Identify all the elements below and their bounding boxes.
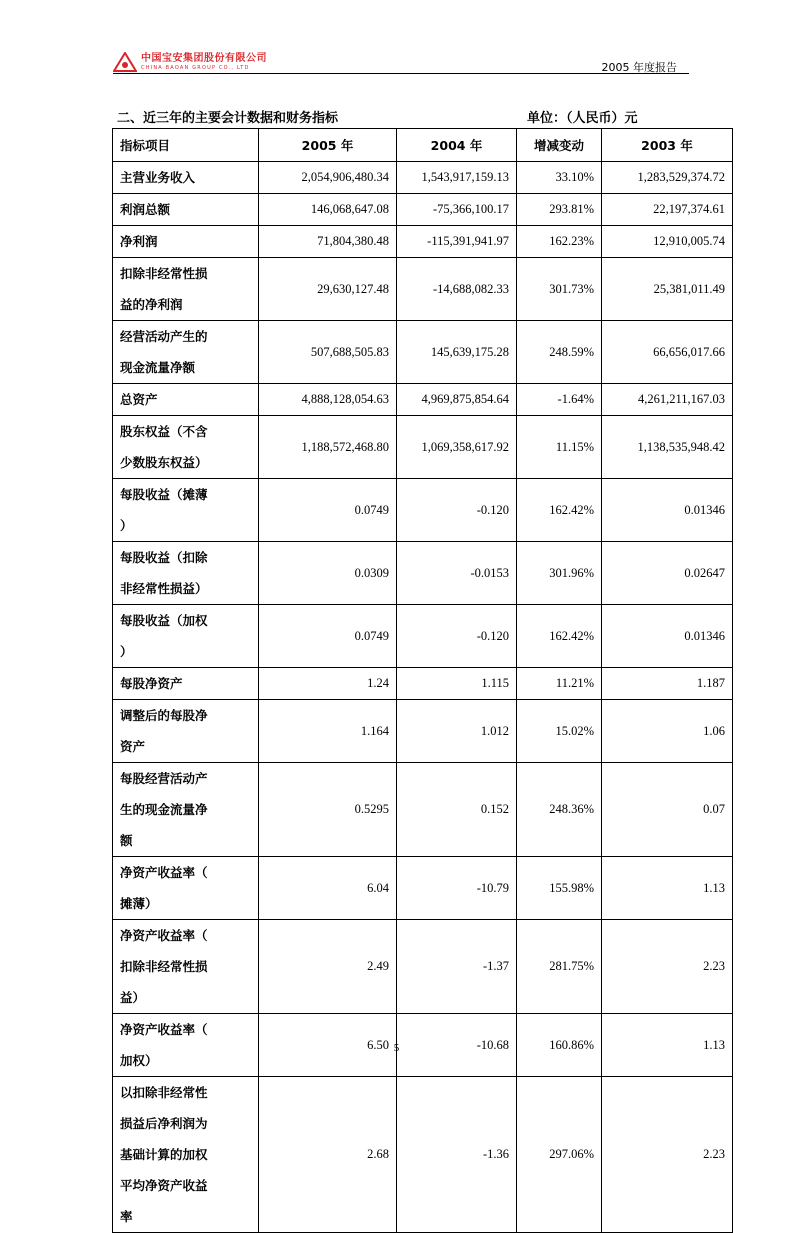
value-cell-v2004: -0.120: [397, 605, 517, 668]
value-cell-v2005: 4,888,128,054.63: [259, 384, 397, 416]
row-label: 经营活动产生的 现金流量净额: [113, 321, 259, 384]
table-row: [113, 700, 733, 763]
value-cell-v2005: 2.49: [259, 920, 397, 1014]
value-cell-v2003: 0.01346: [602, 605, 733, 668]
value-cell-v2005: 146,068,647.08: [259, 194, 397, 226]
value-cell-change: 33.10%: [517, 162, 602, 194]
value-cell-v2003: 1,138,535,948.42: [602, 416, 733, 479]
value-cell-v2003: 1,283,529,374.72: [602, 162, 733, 194]
value-cell-v2003: 1.13: [602, 857, 733, 920]
table-row: [113, 416, 733, 479]
value-cell-v2004: 145,639,175.28: [397, 321, 517, 384]
value-cell-change: -1.64%: [517, 384, 602, 416]
row-label: 净资产收益率（ 加权）: [113, 1014, 259, 1077]
value-cell-v2004: -14,688,082.33: [397, 258, 517, 321]
table-row: [113, 763, 733, 857]
value-cell-v2005: 29,630,127.48: [259, 258, 397, 321]
header-divider: [113, 73, 689, 74]
row-label: 每股收益（加权 ）: [113, 605, 259, 668]
row-label: 每股经营活动产 生的现金流量净 额: [113, 763, 259, 857]
value-cell-change: 301.96%: [517, 542, 602, 605]
value-cell-v2004: -10.68: [397, 1014, 517, 1077]
value-cell-v2005: 0.5295: [259, 763, 397, 857]
table-row: [113, 542, 733, 605]
row-label: 主营业务收入: [113, 162, 259, 194]
value-cell-v2003: 66,656,017.66: [602, 321, 733, 384]
value-cell-v2005: 0.0749: [259, 605, 397, 668]
row-label: 扣除非经常性损 益的净利润: [113, 258, 259, 321]
value-cell-v2003: 0.01346: [602, 479, 733, 542]
value-cell-v2004: -1.37: [397, 920, 517, 1014]
value-cell-v2005: 6.04: [259, 857, 397, 920]
value-cell-v2004: 1.012: [397, 700, 517, 763]
company-logo: [113, 52, 267, 72]
value-cell-change: 155.98%: [517, 857, 602, 920]
value-cell-v2004: -115,391,941.97: [397, 226, 517, 258]
value-cell-v2004: 1.115: [397, 668, 517, 700]
value-cell-v2004: 1,069,358,617.92: [397, 416, 517, 479]
row-label: 每股净资产: [113, 668, 259, 700]
table-row: [113, 226, 733, 258]
page-number: 5: [393, 1042, 400, 1054]
value-cell-v2004: 0.152: [397, 763, 517, 857]
value-cell-v2003: 2.23: [602, 920, 733, 1014]
value-cell-v2004: -75,366,100.17: [397, 194, 517, 226]
table-row: [113, 479, 733, 542]
row-label: 净资产收益率（ 扣除非经常性损 益）: [113, 920, 259, 1014]
table-row: [113, 920, 733, 1014]
row-label: 净资产收益率（ 摊薄）: [113, 857, 259, 920]
value-cell-v2003: 25,381,011.49: [602, 258, 733, 321]
value-cell-change: 160.86%: [517, 1014, 602, 1077]
value-cell-v2005: 2.68: [259, 1077, 397, 1233]
table-row: [113, 605, 733, 668]
table-row: [113, 384, 733, 416]
value-cell-v2005: 6.50: [259, 1014, 397, 1077]
row-label: 每股收益（摊薄 ）: [113, 479, 259, 542]
value-cell-change: 11.15%: [517, 416, 602, 479]
table-row: [113, 668, 733, 700]
column-header: 2003 年: [602, 129, 733, 162]
value-cell-change: 248.36%: [517, 763, 602, 857]
value-cell-v2005: 1,188,572,468.80: [259, 416, 397, 479]
table-row: [113, 321, 733, 384]
value-cell-change: 301.73%: [517, 258, 602, 321]
column-header: 增减变动: [517, 129, 602, 162]
currency-unit: 单位：（人民币）元: [527, 111, 638, 126]
row-label: 调整后的每股净 资产: [113, 700, 259, 763]
value-cell-v2003: 22,197,374.61: [602, 194, 733, 226]
value-cell-v2004: -10.79: [397, 857, 517, 920]
baoan-logo-icon: [113, 52, 137, 72]
row-label: 以扣除非经常性 损益后净利润为 基础计算的加权 平均净资产收益 率: [113, 1077, 259, 1233]
value-cell-v2003: 1.06: [602, 700, 733, 763]
value-cell-change: 297.06%: [517, 1077, 602, 1233]
value-cell-change: 15.02%: [517, 700, 602, 763]
value-cell-change: 11.21%: [517, 668, 602, 700]
logo-english-name: CHINA BAOAN GROUP CO., LTD: [141, 64, 250, 71]
table-header-row: [113, 129, 733, 162]
table-row: [113, 258, 733, 321]
value-cell-v2003: 1.187: [602, 668, 733, 700]
value-cell-change: 293.81%: [517, 194, 602, 226]
report-title: 2005 年度报告: [601, 61, 677, 74]
table-row: [113, 162, 733, 194]
row-label: 总资产: [113, 384, 259, 416]
value-cell-v2005: 1.24: [259, 668, 397, 700]
value-cell-v2003: 1.13: [602, 1014, 733, 1077]
value-cell-v2003: 0.02647: [602, 542, 733, 605]
value-cell-v2004: 1,543,917,159.13: [397, 162, 517, 194]
value-cell-v2005: 2,054,906,480.34: [259, 162, 397, 194]
value-cell-change: 162.42%: [517, 479, 602, 542]
value-cell-change: 248.59%: [517, 321, 602, 384]
value-cell-v2005: 71,804,380.48: [259, 226, 397, 258]
value-cell-v2004: -0.0153: [397, 542, 517, 605]
value-cell-v2004: -1.36: [397, 1077, 517, 1233]
row-label: 利润总额: [113, 194, 259, 226]
value-cell-change: 162.23%: [517, 226, 602, 258]
value-cell-change: 281.75%: [517, 920, 602, 1014]
value-cell-v2005: 507,688,505.83: [259, 321, 397, 384]
value-cell-v2005: 0.0749: [259, 479, 397, 542]
value-cell-v2005: 1.164: [259, 700, 397, 763]
value-cell-v2004: -0.120: [397, 479, 517, 542]
page-header: [113, 50, 689, 76]
row-label: 股东权益（不含 少数股东权益）: [113, 416, 259, 479]
logo-chinese-name: 中国宝安集团股份有限公司: [141, 52, 267, 64]
column-header: 2004 年: [397, 129, 517, 162]
financial-data-table: [112, 128, 733, 1233]
value-cell-v2005: 0.0309: [259, 542, 397, 605]
value-cell-v2003: 0.07: [602, 763, 733, 857]
value-cell-v2004: 4,969,875,854.64: [397, 384, 517, 416]
value-cell-v2003: 12,910,005.74: [602, 226, 733, 258]
value-cell-v2003: 2.23: [602, 1077, 733, 1233]
row-label: 净利润: [113, 226, 259, 258]
row-label: 每股收益（扣除 非经常性损益）: [113, 542, 259, 605]
column-header: 指标项目: [113, 129, 259, 162]
table-row: [113, 194, 733, 226]
value-cell-change: 162.42%: [517, 605, 602, 668]
table-row: [113, 1077, 733, 1233]
value-cell-v2003: 4,261,211,167.03: [602, 384, 733, 416]
section-title: 二、近三年的主要会计数据和财务指标: [117, 111, 339, 126]
table-row: [113, 857, 733, 920]
column-header: 2005 年: [259, 129, 397, 162]
